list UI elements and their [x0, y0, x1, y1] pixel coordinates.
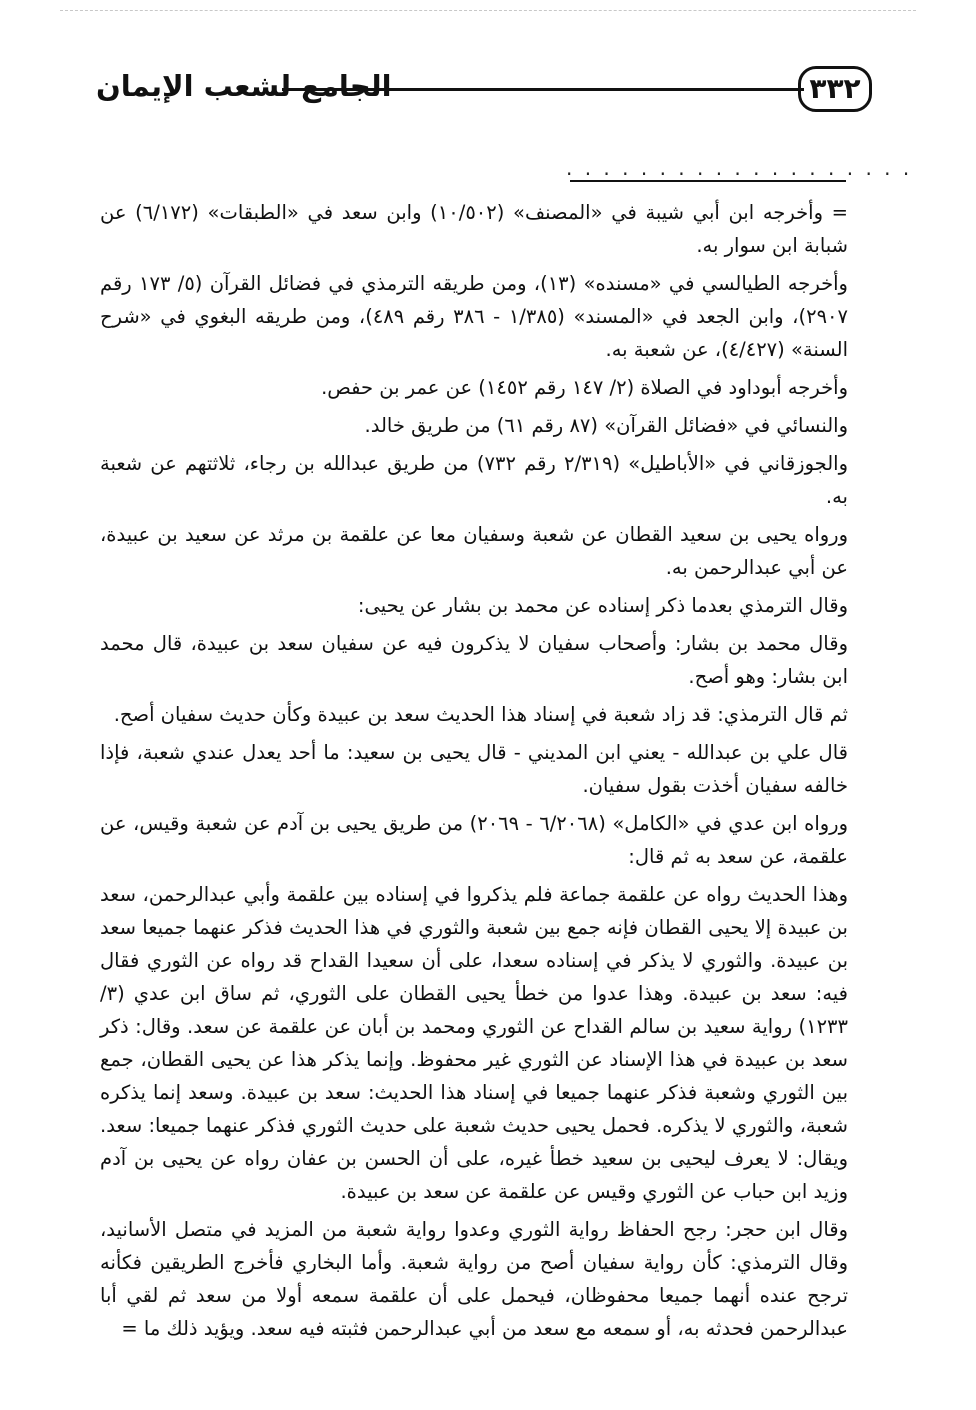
footnote-rule: [570, 180, 846, 182]
paragraph: ورواه ابن عدي في «الكامل» (٦/٢٠٦٨ - ٢٠٦٩) من طريق يحيى بن آدم عن شعبة وقيس، عن علقمة، عن سعد به ثم قال:: [100, 812, 848, 868]
paragraph: وقال ابن حجر: رجح الحفاظ رواية الثوري وعدوا رواية شعبة من المزيد في متصل الأسانيد، وقال الترمذي: كأن رواية سفيان أصح من رواية شعبة. وأما البخاري فأخرج الطريقين فكأنه ترجح عنده أنهما جميعا محفوظان، فيحمل على أن علقمة سمعه أولا من سعد ثم لقي أبا عبدالرحمن فحدثه به، أو سمعه مع سعد من أبي عبدالرحمن فثبته فيه سعد. ويؤيد ذلك ما =: [100, 1218, 848, 1340]
footnote-text: [100, 196, 848, 1350]
dotted-separator: . . . . . . . . . . . . . . . . . . .: [566, 156, 913, 180]
paragraph: وقال محمد بن بشار: وأصحاب سفيان لا يذكرون فيه عن سفيان سعد بن عبيدة، قال محمد ابن بشار: وهو أصح.: [100, 632, 848, 688]
paragraph: ورواه يحيى بن سعيد القطان عن شعبة وسفيان معا عن علقمة بن مرثد عن سعيد بن عبيدة، عن أبي عبدالرحمن به.: [100, 523, 848, 579]
scan-edge-line: [60, 10, 916, 11]
paragraph: وهذا الحديث رواه عن علقمة جماعة فلم يذكروا في إسناده بين علقمة وأبي عبدالرحمن، سعد بن عبيدة إلا يحيى القطان فإنه جمع بين شعبة والثوري في هذا الحديث فذكر عنهما جميعا سعد بن عبيدة. والثوري لا يذكر في إسناده سعدا، على أن سعيدا القداح قد رواه عن الثوري فقال فيه: سعد بن عبيدة. وهذا عدوا من خطأ يحيى القطان على الثوري، ثم ساق ابن عدي (٣/ ١٢٣٣) رواية سعيد بن سالم القداح عن الثوري ومحمد بن أبان عن علقمة عن سعد. وقال: ذكر سعد بن عبيدة في هذا الإسناد عن الثوري غير محفوظ. وإنما يذكر هذا عن يحيى القطان، جمع بين الثوري وشعبة فذكر عنهما جميعا في إسناد هذا الحديث: سعد بن عبيدة. وسعد إنما يذكره شعبة، والثوري لا يذكره. فحمل يحيى حديث شعبة على حديث الثوري فذكر عنهما جميعا: سعد. ويقال: لا يعرف ليحيى بن سعيد خطأ غيره، على أن الحسن بن عفان رواه عن يحيى بن آدم وزيد ابن حباب عن الثوري وقيس عن علقمة عن سعد بن عبيدة.: [100, 883, 848, 1203]
book-title: الجامع لشعب الإيمان: [96, 69, 392, 103]
paragraph: وأخرجه الطيالسي في «مسنده» (١٣)، ومن طريقه الترمذي في فضائل القرآن (٥/ ١٧٣ رقم ٢٩٠٧)، وابن الجعد في «المسند» (١/٣٨٥ - ٣٨٦ رقم ٤٨٩)، ومن طريقه البغوي في «شرح السنة» (٤/٤٢٧)، عن شعبة به.: [100, 272, 848, 361]
paragraph: وقال الترمذي بعدما ذكر إسناده عن محمد بن بشار عن يحيى:: [357, 594, 848, 617]
running-header: [0, 62, 976, 122]
paragraph: ثم قال الترمذي: قد زاد شعبة في إسناد هذا الحديث سعد بن عبيدة وكأن حديث سفيان أصح.: [113, 703, 848, 726]
page-number: ٣٣٢: [798, 66, 872, 112]
paragraph: وأخرجه أبوداود في الصلاة (٢/ ١٤٧ رقم ١٤٥٢) عن عمر بن حفص.: [321, 376, 848, 399]
paragraph: = وأخرجه ابن أبي شيبة في «المصنف» (١٠/٥٠٢) وابن سعد في «الطبقات» (٦/١٧٢) عن شبابة ابن سوار به.: [100, 201, 849, 257]
paragraph: قال علي بن عبدالله - يعني ابن المديني - قال يحيى بن سعيد: ما أحد يعدل عندي شعبة، فإذا خالفه سفيان أخذت بقول سفيان.: [100, 741, 848, 797]
paragraph: والجوزقاني في «الأباطيل» (٢/٣١٩ رقم ٧٣٢) من طريق عبدالله بن رجاء، ثلاثتهم عن شعبة به.: [100, 452, 849, 508]
paragraph: والنسائي في «فضائل القرآن» (٨٧ رقم ٦١) من طريق خالد.: [364, 414, 848, 437]
